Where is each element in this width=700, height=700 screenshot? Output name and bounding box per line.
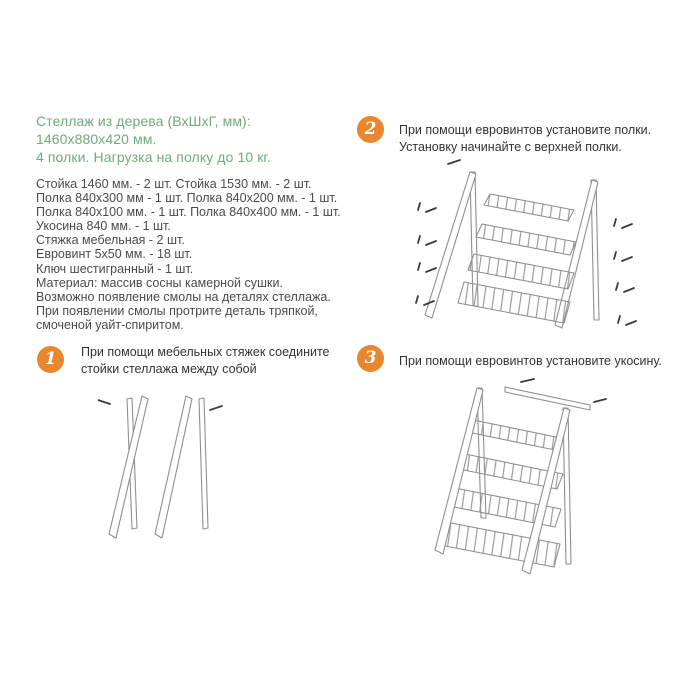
- diagonal-brace-board: [505, 387, 590, 410]
- parts-list-line: смоченой уайт-спиритом.: [36, 317, 184, 332]
- parts-list-line: При появлении смолы протрите деталь тряпкой,: [36, 303, 318, 318]
- title-line: Стеллаж из дерева (ВхШхГ, мм):: [36, 113, 251, 129]
- parts-list-line: Материал: массив сосны камерной сушки.: [36, 275, 283, 290]
- step-3-instruction-line: При помощи евровинтов установите укосину.: [399, 354, 662, 368]
- parts-list-line: Стяжка мебельная - 2 шт.: [36, 233, 185, 248]
- step-2-number-badge: 2: [357, 116, 384, 143]
- step-1-diagram-uprights: [98, 388, 238, 548]
- parts-list-line: Полка 840х100 мм. - 1 шт. Полка 840х400 мм. - 1 шт.: [36, 205, 341, 220]
- title-line: 1460х880х420 мм.: [36, 131, 157, 147]
- step-1-instruction: [81, 344, 361, 378]
- step-1-instruction-line: стойки стеллажа между собой: [81, 362, 257, 376]
- step-2-diagram-exploded-shelves: [400, 158, 660, 343]
- upright-pair-crossed: [109, 396, 148, 538]
- parts-list-line: Евровинт 5х50 мм. - 18 шт.: [36, 247, 193, 262]
- upright-pair-apart: [155, 396, 208, 538]
- product-title: [36, 112, 366, 166]
- parts-list: [36, 177, 371, 332]
- step-2-instruction: [399, 122, 679, 156]
- title-line: 4 полки. Нагрузка на полку до 10 кг.: [36, 149, 271, 165]
- parts-list-line: Стойка 1460 мм. - 2 шт. Стойка 1530 мм. - 2 шт.: [36, 177, 312, 191]
- step-1-number-badge: 1: [37, 346, 64, 373]
- parts-list-line: Полка 840х300 мм - 1 шт. Полка 840х200 мм. - 1 шт.: [36, 191, 338, 206]
- step-3-number-badge: 3: [357, 345, 384, 372]
- step-1-instruction-line: При помощи мебельных стяжек соедините: [81, 345, 330, 359]
- parts-list-line: Возможно появление смолы на деталях стеллажа.: [36, 289, 331, 304]
- step-2-instruction-line: При помощи евровинтов установите полки.: [399, 123, 652, 137]
- parts-list-line: Укосина 840 мм. - 1 шт.: [36, 219, 171, 234]
- step-2-instruction-line: Установку начинайте с верхней полки.: [399, 140, 622, 154]
- step-3-diagram-assembled-rack: [405, 368, 685, 613]
- parts-list-line: Ключ шестигранный - 1 шт.: [36, 261, 194, 276]
